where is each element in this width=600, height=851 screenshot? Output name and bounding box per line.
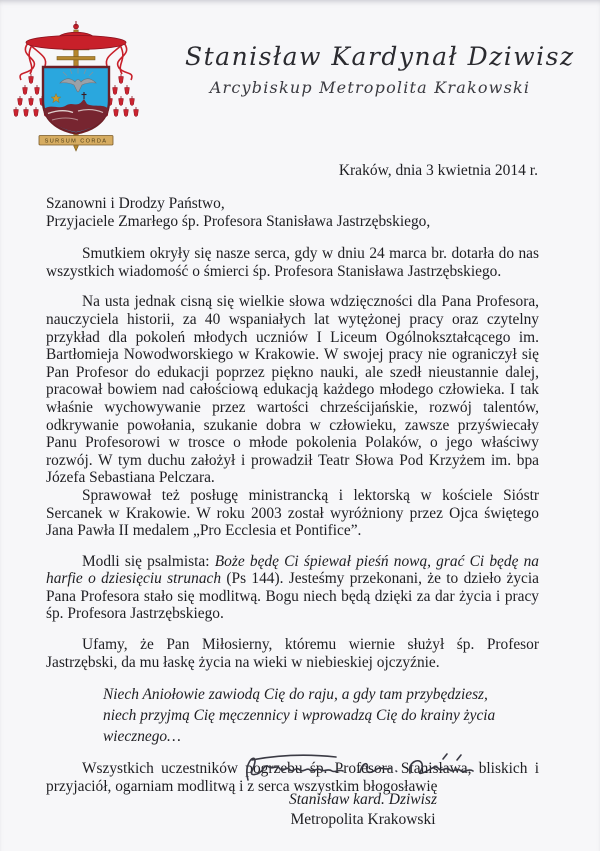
salutation-line-2: Przyjaciele Zmarłego śp. Profesora Stanisława Jastrzębskiego, bbox=[46, 212, 431, 230]
salutation bbox=[46, 195, 539, 230]
paragraph-trust: Ufamy, że Pan Miłosierny, któremu wiernie służył śp. Profesor Jastrzębski, da mu łaskę życia na wieki w niebieskiej ojczyźnie. bbox=[46, 636, 539, 671]
paragraph-final-blessing: Wszystkich uczestników pogrzebu śp. Profesora Stanisława, bliskich i przyjaciół, ogarniam modlitwą i z serca wszystkim błogosławię bbox=[46, 760, 539, 795]
motto-text: SURSUM CORDA bbox=[44, 138, 108, 145]
salutation-line-1: Szanowni i Drodzy Państwo, bbox=[46, 195, 225, 212]
signature-block bbox=[238, 750, 488, 829]
blessing-quote bbox=[103, 684, 539, 747]
date-line: Kraków, dnia 3 kwietnia 2014 r. bbox=[338, 162, 538, 179]
paragraph-service: Sprawował też posługę ministrancką i lektorską w kościele Sióstr Sercanek w Krakowie. W roku 2003 został wyróżniony przez Ojca świętego Jana Pawła II medalem „Pro Ecclesia et Pontifice”. bbox=[46, 486, 539, 540]
galero-hat-icon bbox=[26, 21, 126, 50]
blessing-quote-line-1: Niech Aniołowie zawiodą Cię do raju, a gdy tam przybędziesz, bbox=[103, 686, 488, 704]
cardinal-coat-of-arms-icon bbox=[12, 14, 140, 154]
blessing-quote-line-2: niech przyjmą Cię męczennicy i wprowadzą Cię do krainy życia wiecznego… bbox=[103, 707, 496, 746]
psalm-prefix: Modli się psalmista: bbox=[82, 552, 215, 570]
letter-body bbox=[46, 195, 539, 795]
paragraph-psalm bbox=[46, 553, 539, 623]
paragraph-gratitude: Na usta jednak cisną się wielkie słowa wdzięczności dla Pana Profesora, nauczyciela historii, za 40 wspaniałych lat wytężonej pracy oraz czytelny przykład dla pokoleń młodych uczniów I Liceum Ogólnokształcącego im. Bartłomieja Nowodworskiego w Krakowie. W swojej pracy nie ograniczył się Pan Profesor do edukacji poprzez piękno nauki, ale szedł nieustannie dalej, pracował bowiem nad całościową edukacją każdego młodego człowieka. I tak właśnie wychowywanie przez wartości chrześcijańskie, rozwój talentów, odkrywanie powołania, szukanie dobra w człowieku, zawsze przyświecały Panu Profesorowi w trosce o młode pokolenia Polaków, o jego właściwy rozwój. W tym duchu założył i prowadził Teatr Słowa Pod Krzyżem im. bpa Józefa Sebastiana Pelczara. bbox=[46, 293, 539, 487]
letterhead-name: Stanisław Kardynał Dziwisz bbox=[185, 42, 575, 71]
paragraph-sad-news: Smutkiem okryły się nasze serca, gdy w dniu 24 marca br. dotarła do nas wszystkich wiadomość o śmierci śp. Profesora Stanisława Jastrzębskiego. bbox=[46, 245, 539, 280]
letterhead-subtitle: Arcybiskup Metropolita Krakowski bbox=[209, 78, 531, 97]
letterhead bbox=[185, 42, 575, 97]
handwritten-signature-icon bbox=[238, 750, 486, 790]
shield-icon bbox=[43, 67, 109, 134]
signature-name: Stanisław kard. Dziwisz bbox=[289, 791, 437, 808]
psalm-suffix: (Ps 144). Jesteśmy przekonani, że to dzieło życia Pana Profesora stało się modlitwą. Bogu niech będą dzięki za dar życia i pracy śp. Profesora Jastrzębskiego. bbox=[46, 570, 539, 623]
psalm-quote: Boże będę Ci śpiewał pieśń nową, grać Ci będę na harfie o dziesięciu strunach bbox=[46, 552, 539, 588]
signature-title: Metropolita Krakowski bbox=[290, 811, 436, 828]
motto-banner bbox=[39, 136, 113, 146]
